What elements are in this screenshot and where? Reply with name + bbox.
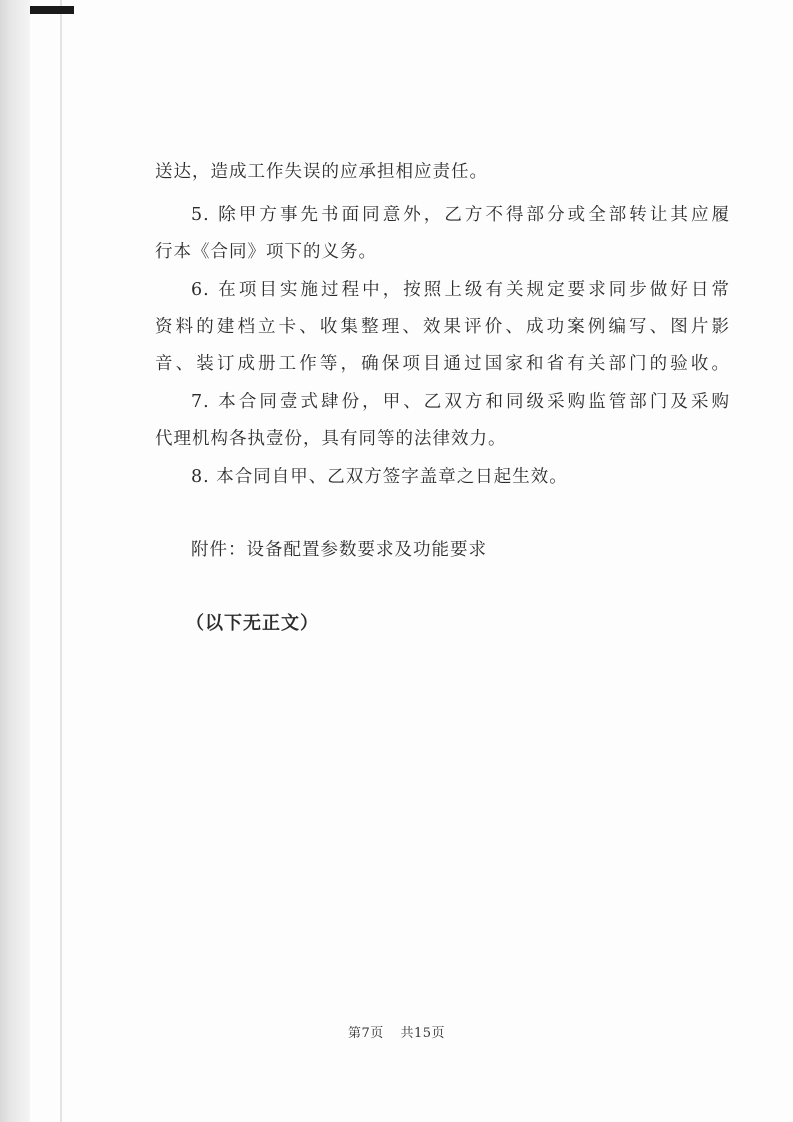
page-number-total: 共15页: [400, 1026, 445, 1041]
paragraph-line: 资料的建档立卡、收集整理、效果评价、成功案例编写、图片影: [155, 317, 730, 337]
end-note: （以下无正文）: [186, 613, 319, 634]
paragraph-line: 5. 除甲方事先书面同意外，乙方不得部分或全部转让其应履: [191, 205, 730, 225]
page-footer: [0, 1022, 793, 1041]
paragraph-line: 8. 本合同自甲、乙双方签字盖章之日起生效。: [191, 467, 568, 487]
paragraph-line: 6. 在项目实施过程中，按照上级有关规定要求同步做好日常: [191, 280, 730, 300]
paragraph-line: 7. 本合同壹式肆份，甲、乙双方和同级采购监管部门及采购: [191, 392, 730, 412]
attachment-note: 附件：设备配置参数要求及功能要求: [191, 540, 487, 560]
page-number-current: 第7页: [348, 1026, 384, 1041]
paragraph-line: 送达，造成工作失误的应承担相应责任。: [155, 162, 488, 182]
paragraph-line: 音、装订成册工作等，确保项目通过国家和省有关部门的验收。: [155, 354, 730, 374]
paragraph-line: 代理机构各执壹份，具有同等的法律效力。: [155, 429, 507, 449]
paragraph-line: 行本《合同》项下的义务。: [155, 242, 377, 262]
